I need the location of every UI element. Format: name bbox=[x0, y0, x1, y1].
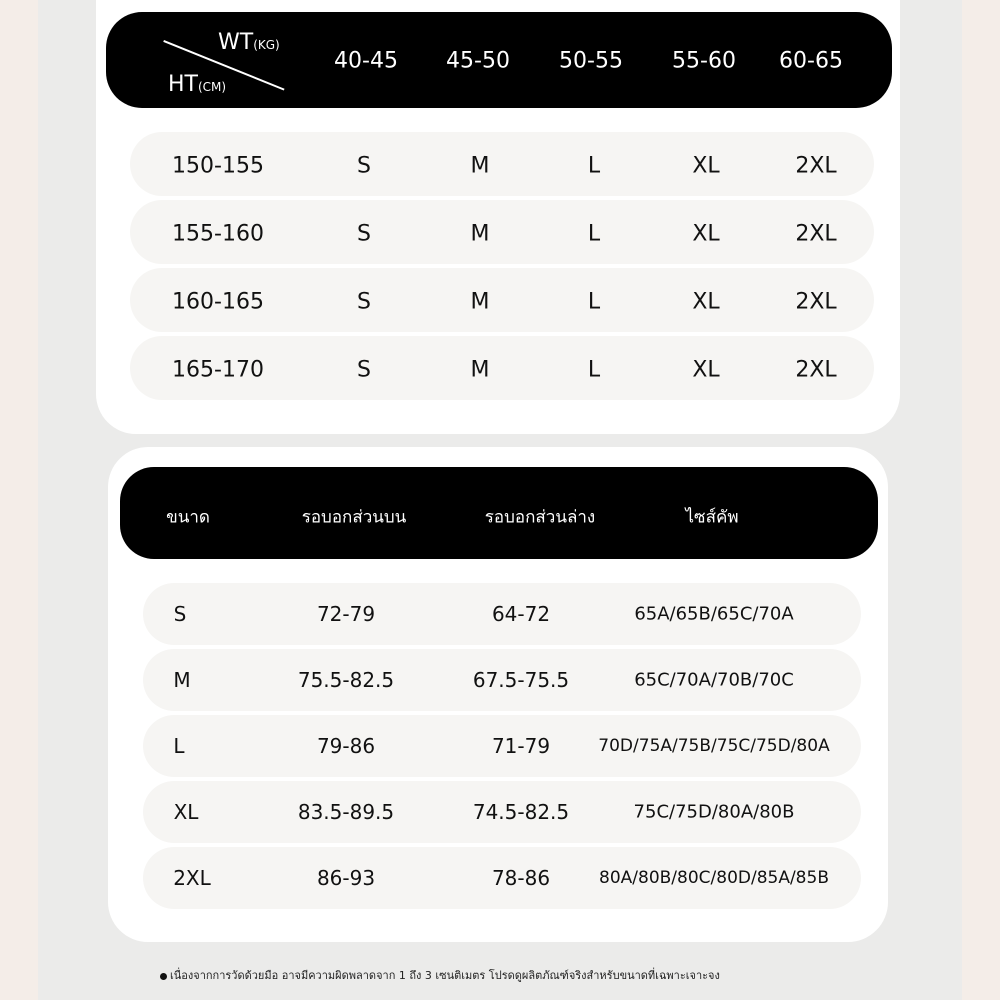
size-cell: XL bbox=[692, 153, 720, 179]
size-cell: S bbox=[357, 357, 371, 383]
weight-column-header: 55-60 bbox=[672, 48, 736, 74]
lower-bust-value: 74.5-82.5 bbox=[472, 800, 570, 824]
size-cell: L bbox=[587, 153, 601, 179]
column-header-lower-bust: รอบอกส่วนล่าง bbox=[484, 507, 596, 528]
size-cell: M bbox=[470, 221, 490, 247]
height-range: 155-160 bbox=[172, 221, 264, 247]
size-cell: M bbox=[470, 289, 490, 315]
height-range: 150-155 bbox=[172, 153, 264, 179]
column-header-cup-size: ไซส์คัพ bbox=[685, 507, 739, 528]
size-label: S bbox=[173, 602, 187, 626]
upper-bust-value: 86-93 bbox=[316, 866, 376, 890]
cup-size-value: 65C/70A/70B/70C bbox=[634, 669, 794, 691]
weight-column-header: 60-65 bbox=[779, 48, 843, 74]
size-cell: XL bbox=[692, 221, 720, 247]
size-cell: 2XL bbox=[795, 153, 837, 179]
size-cell: 2XL bbox=[795, 221, 837, 247]
upper-bust-value: 79-86 bbox=[316, 734, 376, 758]
height-range: 165-170 bbox=[172, 357, 264, 383]
size-label: L bbox=[173, 734, 185, 758]
size-cell: 2XL bbox=[795, 289, 837, 315]
size-cell: L bbox=[587, 357, 601, 383]
size-cell: XL bbox=[692, 289, 720, 315]
cup-size-value: 65A/65B/65C/70A bbox=[634, 603, 794, 625]
size-cell: M bbox=[470, 357, 490, 383]
lower-bust-value: 71-79 bbox=[491, 734, 551, 758]
size-cell: L bbox=[587, 221, 601, 247]
size-cell: XL bbox=[692, 357, 720, 383]
upper-bust-value: 75.5-82.5 bbox=[297, 668, 395, 692]
weight-column-header: 40-45 bbox=[334, 48, 398, 74]
height-range: 160-165 bbox=[172, 289, 264, 315]
column-header-upper-bust: รอบอกส่วนบน bbox=[301, 507, 407, 528]
column-header-size: ขนาด bbox=[166, 507, 210, 528]
size-label: M bbox=[173, 668, 191, 692]
upper-bust-value: 72-79 bbox=[316, 602, 376, 626]
cup-size-value: 70D/75A/75B/75C/75D/80A bbox=[598, 736, 830, 756]
cup-size-value: 80A/80B/80C/80D/85A/85B bbox=[599, 868, 829, 888]
lower-bust-value: 67.5-75.5 bbox=[472, 668, 570, 692]
size-label: XL bbox=[173, 800, 199, 824]
size-cell: S bbox=[357, 221, 371, 247]
measurement-footnote bbox=[160, 966, 720, 984]
lower-bust-value: 64-72 bbox=[491, 602, 551, 626]
corner-height-label: HT(CM) bbox=[168, 72, 227, 97]
corner-weight-label: WT(KG) bbox=[218, 30, 280, 55]
size-cell: M bbox=[470, 153, 490, 179]
bullet-icon bbox=[160, 973, 167, 980]
lower-bust-value: 78-86 bbox=[491, 866, 551, 890]
cup-size-value: 75C/75D/80A/80B bbox=[633, 801, 795, 823]
weight-column-header: 45-50 bbox=[446, 48, 510, 74]
size-cell: 2XL bbox=[795, 357, 837, 383]
weight-column-header: 50-55 bbox=[559, 48, 623, 74]
footnote-text: เนื่องจากการวัดด้วยมือ อาจมีความผิดพลาดจาก 1 ถึง 3 เซนติเมตร โปรดดูผลิตภัณฑ์จริงสำหรับขนาดที่เฉพาะเจาะจง bbox=[170, 969, 720, 982]
size-cell: L bbox=[587, 289, 601, 315]
size-cell: S bbox=[357, 289, 371, 315]
upper-bust-value: 83.5-89.5 bbox=[297, 800, 395, 824]
size-label: 2XL bbox=[173, 866, 211, 890]
size-cell: S bbox=[357, 153, 371, 179]
